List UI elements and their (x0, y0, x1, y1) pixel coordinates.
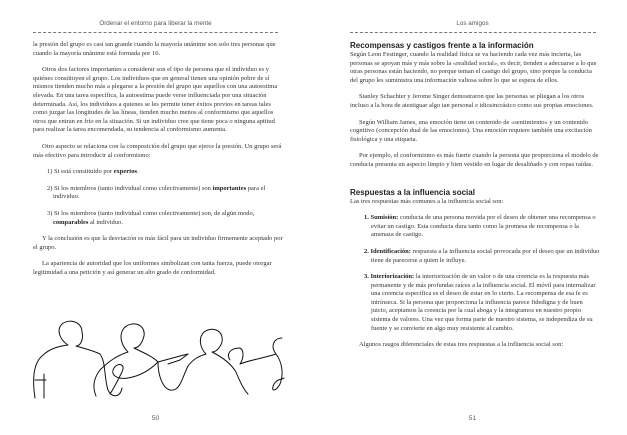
running-head-left: Ordenar el entorno para liberar la mente (99, 20, 212, 27)
person-3-outline (158, 329, 248, 394)
paragraph: La apariencia de autoridad que los uniformes simbolizan con tanta fuerza, puede otorgar legitimidad a una petición y así generar un alto grado de conformidad. (33, 260, 272, 276)
paragraph: Stanley Schachter y Jerome Singer demostraron que las personas se pliegan a los otros incluso a la hora de atestiguar algo tan personal e idiosincrásico como sus propias emociones. (350, 93, 594, 109)
paragraph: Según William James, una emoción tiene un contenido de «sentimiento» y un contenido cognitivo (concepción dual de las emociones). Una emoción requiere también una excitación fisiológica y una etiqueta. (350, 118, 592, 143)
header-divider-left (33, 32, 278, 33)
list-item-emphasis: comparables (53, 218, 89, 226)
list-item (350, 214, 600, 240)
right-page (313, 0, 627, 435)
list-item-text: 1) Si está constituido por (47, 168, 114, 176)
person-1-outline (34, 321, 122, 398)
person-4-outline (228, 338, 284, 390)
list-item-emphasis: importantes (212, 184, 247, 192)
list-item (33, 168, 283, 177)
list-item (33, 210, 283, 227)
running-head-right: Los amigos (456, 20, 489, 27)
section-heading: Respuestas a la influencia social (350, 187, 475, 197)
person-1-arm (35, 374, 46, 398)
person-2-arm (110, 362, 158, 394)
left-page (0, 0, 313, 435)
list-item-text: conducta de una persona movida por el deseo de obtener una recompensa o evitar un castigo. Esta conducta dura tanto como la promesa de recompensa o la amenaza de castigo. (371, 214, 596, 239)
list-item-text: 2) Si los miembros (tanto individual como colectivamente) son (47, 184, 213, 192)
list-item-text: para el individuo. (53, 184, 266, 201)
page-number-left: 50 (151, 415, 160, 422)
list-item-text: respuesta a la influencia social provocada por el deseo que un individuo tiene de parecerse a quien le influye. (371, 247, 600, 264)
list-number: 3. (364, 273, 369, 281)
list-number: 2. (364, 247, 369, 255)
right-body-text (350, 41, 600, 358)
paragraph: Por ejemplo, el conformismo es más fuerte cuando la persona que proporciona el modelo de conducta presenta un aspecto limpio y bien vestido en lugar de desaliñado y con ropas raídas. (350, 152, 599, 168)
header-divider-right (350, 32, 596, 33)
list-item (350, 248, 600, 265)
paragraph: Las tres respuestas más comunes a la influencia social son: (350, 197, 504, 205)
list-term: Interiorización: (370, 273, 415, 281)
person-2-outline (94, 324, 188, 396)
list-item (350, 273, 600, 333)
list-item-emphasis: expertos (113, 168, 138, 176)
section-heading: Recompensas y castigos frente a la información (350, 41, 534, 50)
list-item-text: al individuo. (88, 218, 123, 226)
list-item-text: . (137, 168, 139, 176)
paragraph: Y la conclusión es que la desviación es más fácil para un individuo firmemente aceptado por el grupo. (33, 235, 283, 251)
list-number: 1. (364, 214, 369, 222)
paragraph: la presión del grupo es casi tan grande cuando la mayoría unánime son solo tres personas que cuando la mayoría unánime está formada por 16. (33, 41, 276, 57)
list-term: Identificación: (370, 247, 411, 255)
paragraph: Otros dos factores importantes a considerar son el tipo de persona que el individuo es y quiénes constituyen el grupo. Los individuos que en general tienen una opinión pobre de sí mismos tienden mucho más a plegarse a la presión del grupo que aquellos con una autoestima elevada. En una tarea específica, la autoestima puede verse influenciada por una situación determinada. Así, los individuos a quienes se les permite tener éxitos previos en tareas tales como juzgar las longitudes de las líneas, tienden mucho menos al conformismo que aquellos otros que entran en frío en la situación. Si un individuo cree que tiene poca o ninguna aptitud para realizar la tarea encomendada, su tendencia al conformismo aumenta. (33, 66, 278, 134)
paragraph: Según Leon Festinger, cuando la realidad física se va haciendo cada vez más incierta, las personas se apoyan más y más sobre la «realidad social», es decir, tienden a adecuarse a lo que otras personas están haciendo, no porque teman el castigo del grupo, sino porque la conducta del grupo les suministra una información valiosa sobre lo que se espera de ellos. (350, 51, 597, 84)
left-body-text (33, 41, 283, 285)
list-item-text: la interiorización de un valor o de una creencia es la respuesta más permanente y de más profundas raíces a la influencia social. El móvil para internalizar una creencia específica es el deseo de estar en lo cierto. La recompensa de esa fe es intrínseca. Si la persona que proporciona la influencia parece fidedigna y de buen juicio, aceptamos la creencia por la cual aboga y la integramos en nuestro propio sistema de valores. Una vez que forma parte de nuestro sistema, se independiza de su fuente y se convierte en algo muy resistente al cambio. (371, 273, 596, 332)
list-item-text: 3) Si los miembros (tanto individual como colectivamente) son, de algún modo, (47, 209, 255, 217)
paragraph: Otro aspecto se relaciona con la composición del grupo que ejerce la presión. Un grupo será más efectivo para introducir al conformismo: (33, 142, 282, 159)
list-term: Sumisión: (370, 214, 399, 222)
list-item (33, 185, 283, 202)
group-pointing-illustration (30, 318, 285, 403)
paragraph: Algunos rasgos diferenciales de estas tres respuestas a la influencia social son: (359, 341, 564, 349)
page-number-right: 51 (468, 415, 477, 422)
